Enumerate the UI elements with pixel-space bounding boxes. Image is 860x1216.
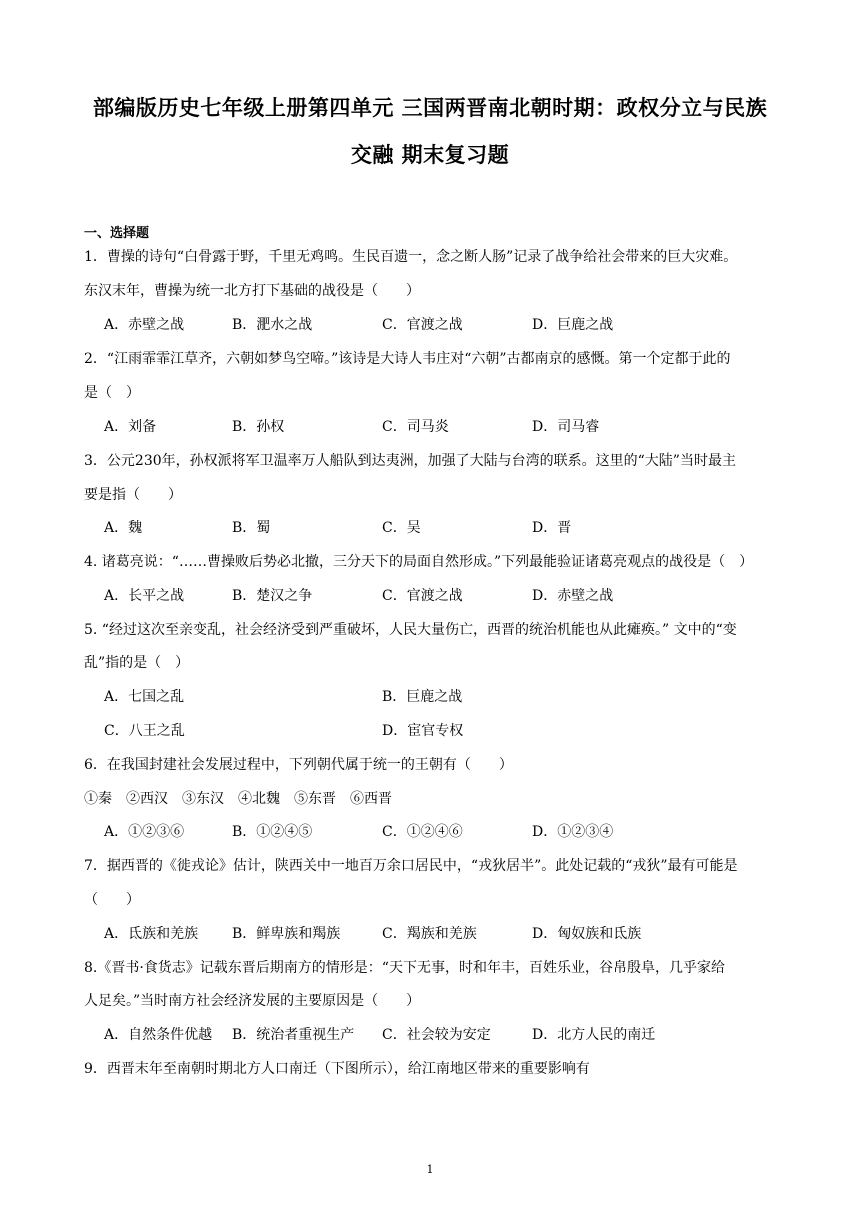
question-8-line-1: 8.《晋书·食货志》记载东晋后期南方的情形是：“天下无事，时和年丰，百姓乐业，谷帛殷阜，几乎家给	[84, 960, 725, 976]
document-title-line-1: 部编版历史七年级上册第四单元 三国两晋南北朝时期：政权分立与民族	[92, 96, 768, 120]
question-6-line-2: ①秦 ②西汉 ③东汉 ④北魏 ⑤东晋 ⑥西晋	[84, 791, 392, 807]
question-4-option-c: C．官渡之战	[382, 588, 463, 604]
question-6-option-d: D．①②③④	[532, 824, 614, 840]
question-6-option-b: B．①②④⑤	[232, 824, 313, 840]
question-5-line-1: 5. “经过这次至亲变乱，社会经济受到严重破坏，人民大量伤亡，西晋的统治机能也从此瘫痪。” 文中的“变	[84, 622, 737, 638]
question-4-option-a: A．长平之战	[104, 588, 185, 604]
document-title-line-2: 交融 期末复习题	[350, 143, 510, 167]
question-3-line-1: 3．公元230年，孙权派将军卫温率万人船队到达夷洲，加强了大陆与台湾的联系。这里的“大陆”当时最主	[84, 453, 736, 469]
question-5-line-2: 乱”指的是（ ）	[84, 655, 190, 671]
question-7-option-a: A．氐族和羌族	[104, 926, 199, 942]
question-5-option-c: C．八王之乱	[104, 723, 185, 739]
question-2-option-b: B．孙权	[232, 419, 285, 435]
question-7-option-d: D．匈奴族和氐族	[532, 926, 642, 942]
question-1-option-a: A．赤壁之战	[104, 317, 185, 333]
question-8-option-b: B．统治者重视生产	[232, 1027, 355, 1043]
question-7-option-b: B．鲜卑族和羯族	[232, 926, 341, 942]
question-2-option-c: C．司马炎	[382, 419, 449, 435]
question-1-line-1: 1．曹操的诗句“白骨露于野，千里无鸡鸣。生民百遗一，念之断人肠”记录了战争给社会带来的巨大灾难。	[84, 249, 738, 265]
question-1-option-b: B．淝水之战	[232, 317, 313, 333]
question-4-option-d: D．赤壁之战	[532, 588, 614, 604]
question-6-option-a: A．①②③⑥	[104, 824, 185, 840]
question-1-option-c: C．官渡之战	[382, 317, 463, 333]
question-3-option-c: C．吴	[382, 520, 421, 536]
question-3-option-a: A．魏	[104, 520, 143, 536]
question-6-line-1: 6．在我国封建社会发展过程中，下列朝代属于统一的王朝有（ ）	[84, 757, 513, 773]
section-heading: 一、选择题	[84, 226, 150, 241]
question-2-option-d: D．司马睿	[532, 419, 600, 435]
question-9-line-1: 9．西晋末年至南朝时期北方人口南迁（下图所示），给江南地区带来的重要影响有	[84, 1061, 590, 1077]
question-8-option-c: C．社会较为安定	[382, 1027, 491, 1043]
question-2-line-1: 2．“江雨霏霏江草齐，六朝如梦鸟空啼。”该诗是大诗人韦庄对“六朝”古都南京的感慨。第一个定都于此的	[84, 351, 731, 367]
question-2-line-2: 是（ ）	[84, 385, 140, 401]
question-8-option-d: D．北方人民的南迁	[532, 1027, 656, 1043]
page-number: 1	[426, 1163, 434, 1176]
question-8-line-2: 人足矣。”当时南方社会经济发展的主要原因是（ ）	[84, 993, 421, 1009]
question-1-line-2: 东汉末年，曹操为统一北方打下基础的战役是（ ）	[84, 283, 420, 299]
question-6-option-c: C．①②④⑥	[382, 824, 463, 840]
question-3-line-2: 要是指（ ）	[84, 487, 182, 503]
question-1-option-d: D．巨鹿之战	[532, 317, 614, 333]
question-7-option-c: C．羯族和羌族	[382, 926, 477, 942]
question-3-option-b: B．蜀	[232, 520, 271, 536]
question-4-line-1: 4. 诸葛亮说：“……曹操败后势必北撤，三分天下的局面自然形成。”下列最能验证诸葛亮观点的战役是（ ）	[84, 554, 754, 570]
question-4-option-b: B．楚汉之争	[232, 588, 313, 604]
question-5-option-a: A．七国之乱	[104, 689, 185, 705]
question-2-option-a: A．刘备	[104, 419, 157, 435]
question-7-line-2: （ ）	[84, 892, 140, 908]
question-7-line-1: 7．据西晋的《徙戎论》估计，陕西关中一地百万余口居民中，“戎狄居半”。此处记载的“戎狄”最有可能是	[84, 858, 738, 874]
question-8-option-a: A．自然条件优越	[104, 1027, 213, 1043]
question-3-option-d: D．晋	[532, 520, 572, 536]
question-5-option-d: D．宦官专权	[382, 723, 464, 739]
question-5-option-b: B．巨鹿之战	[382, 689, 463, 705]
